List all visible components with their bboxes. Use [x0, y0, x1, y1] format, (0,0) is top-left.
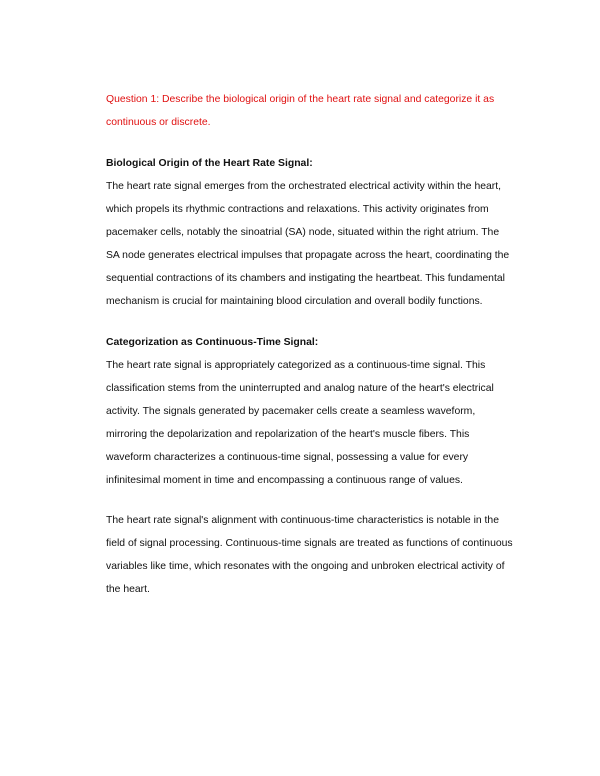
section-heading-categorization: Categorization as Continuous-Time Signal:	[106, 337, 319, 348]
paragraph-line: The heart rate signal emerges from the orchestrated electrical activity within the heart,	[106, 181, 502, 192]
paragraph-line: The heart rate signal is appropriately categorized as a continuous-time signal. This	[106, 360, 486, 371]
section-heading-biological-origin: Biological Origin of the Heart Rate Signal:	[106, 158, 313, 169]
paragraph-line: which propels its rhythmic contractions and relaxations. This activity originates from	[106, 204, 489, 215]
paragraph-line: variables like time, which resonates with the ongoing and unbroken electrical activity of	[106, 561, 505, 572]
paragraph-line: mirroring the depolarization and repolarization of the heart's muscle fibers. This	[106, 429, 470, 440]
question-line-2: continuous or discrete.	[106, 117, 211, 128]
paragraph-line: pacemaker cells, notably the sinoatrial (SA) node, situated within the right atrium. The	[106, 227, 500, 238]
paragraph-line: field of signal processing. Continuous-time signals are treated as functions of continuous	[106, 538, 513, 549]
paragraph-line: the heart.	[106, 584, 150, 595]
paragraph-line: infinitesimal moment in time and encompassing a continuous range of values.	[106, 475, 463, 486]
paragraph-line: classification stems from the uninterrupted and analog nature of the heart's electrical	[106, 383, 494, 394]
paragraph-line: sequential contractions of its chambers and instigating the heartbeat. This fundamental	[106, 273, 505, 284]
paragraph-line: mechanism is crucial for maintaining blood circulation and overall bodily functions.	[106, 296, 483, 307]
paragraph-line: activity. The signals generated by pacemaker cells create a seamless waveform,	[106, 406, 476, 417]
question-line-1: Question 1: Describe the biological origin of the heart rate signal and categorize it as	[106, 94, 495, 105]
paragraph-line: SA node generates electrical impulses that propagate across the heart, coordinating the	[106, 250, 510, 261]
paragraph-line: waveform characterizes a continuous-time signal, possessing a value for every	[106, 452, 469, 463]
paragraph-line: The heart rate signal's alignment with continuous-time characteristics is notable in the	[106, 515, 499, 526]
